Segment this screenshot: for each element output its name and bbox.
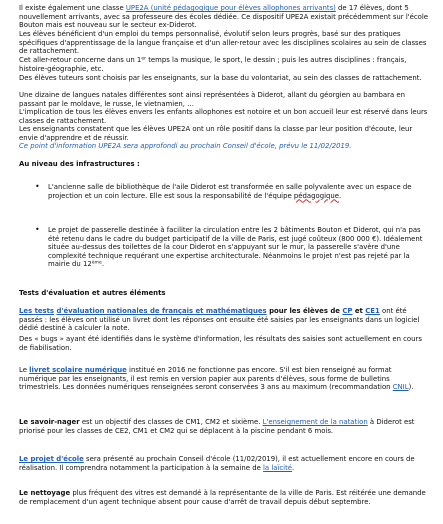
text: ). — [408, 383, 414, 392]
text: sera présenté au prochain Conseil d'école (11/02/2019), il est actuellement encore en cours de réalisation. Il comprendra notamment la participation à la semaine de — [19, 455, 415, 472]
text: Le nettoyage — [19, 489, 71, 497]
info-point-paragraph: Ce point d'information UPE2A sera approfondi au prochain Conseil d'école, prévu le 11/02/2019. — [19, 142, 352, 150]
text: . — [338, 191, 342, 200]
langues-paragraph: Une dizaine de langues natales différentes sont ainsi représentées à Diderot, allant du géorgien au bambara en passant par le moldave, le russe, le vietnamien, … — [19, 91, 405, 108]
infrastructures-heading: Au niveau des infrastructures : — [19, 160, 140, 168]
tests-paragraph — [19, 307, 431, 333]
text: . — [292, 463, 295, 472]
bugs-paragraph: Des « bugs » ayant été identifiés dans le système d'information, les résultats des saisies sont actuellement en cours de fiabilisation. — [19, 335, 422, 352]
projet-ecole-paragraph — [19, 455, 431, 472]
bullet-icon: • — [35, 225, 40, 234]
cnil-link[interactable]: CNIL — [392, 383, 409, 392]
livret-paragraph — [19, 366, 431, 392]
text: pour les élèves de — [266, 307, 343, 315]
nettoyage-paragraph — [19, 489, 431, 506]
superscript: ème — [91, 260, 102, 266]
evaluations-nationales-link[interactable]: d'évaluation nationales de français et mathématiques — [56, 307, 267, 315]
text: Cet aller-retour concerne dans un 1 — [19, 56, 142, 64]
tests-link[interactable]: Les tests — [19, 307, 55, 315]
livret-link[interactable]: livret scolaire numérique — [29, 366, 127, 374]
text: Il existe également une classe — [19, 4, 126, 12]
passerelle-bullet — [35, 225, 430, 269]
text: Le savoir-nager — [19, 418, 80, 426]
tests-heading: Tests d'évaluation et autres éléments — [19, 289, 166, 297]
bibliotheque-bullet — [35, 182, 430, 200]
upe2a-link[interactable]: UPE2A (unité pédagogique pour élèves allophones arrivants) — [125, 4, 336, 12]
superscript: er — [141, 56, 147, 62]
aller-retour-paragraph — [19, 56, 431, 73]
text: à Diderot est priorisé pour les classes de CE2, CM1 et CM2 qui se déplacent à la piscine pendant 6 mois. — [19, 418, 415, 435]
tuteurs-paragraph: Des élèves tuteurs sont choisis par les enseignants, sur la base du volontariat, au sein des classes de rattachement. — [19, 74, 422, 82]
laicite-link[interactable]: la laïcité — [263, 463, 293, 472]
text: institué en 2016 ne fonctionne pas encore. S'il est bien renseigné au format numérique par les enseignants, il est remis en version papier aux parents d'élèves, sous forme de bulletins trimestriels. Les données numériques renseignées seront conservées 3 ans au maximum (recommandation — [19, 366, 393, 392]
text: ont été passés : les élèves ont utilisé un livret dont les réponses ont ensuite été saisies par les enseignants dans un logiciel dédié destiné à calculer la note. — [19, 307, 420, 333]
spellcheck-word: pédagogique — [293, 191, 339, 200]
cp-link[interactable]: CP — [342, 307, 353, 315]
emploi-du-temps-paragraph: Les élèves bénéficient d'un emploi du temps personnalisé, évolutif selon leurs progrès, basé sur des pratiques spécifiques d'apprentissage de la langue française et d'un aller-retour avec les disciplines scolaires au sein de classes de rattachement. — [19, 30, 427, 56]
text: plus fréquent des vitres est demandé à la représentante de la ville de Paris. Est réitérée une demande de remplacement d'un agent technique absent pour cause d'arrêt de travail depuis début septembre. — [19, 489, 426, 506]
text: est un objectif des classes de CM1, CM2 et sixième. — [79, 418, 263, 426]
text: L'ancienne salle de bibliothèque de l'aile Diderot est transformée en salle polyvalente avec un espace de projection et un coin lecture. Elle est sous la responsabilité de l'équipe — [48, 183, 412, 200]
text: Le projet de passerelle destinée à faciliter la circulation entre les 2 bâtiments Bouton et Diderot, qui n'a pas été retenu dans le cadre du budget participatif de la ville de Paris, est jugé coûteux (800 000 €). Idéalement située au-dessus des toilettes de la cour Diderot en s'appuyant sur le mur, la passerelle s'avère d'une complexité technique requérant une expertise architecturale. Néanmoins le projet n'est pas rejeté par la mairie du 12 — [48, 226, 423, 269]
text: de 17 élèves, dont 5 nouvellement arrivants, avec sa professeure des écoles dédiée. Ce dispositif UPE2A existait précédemment sur l'école Bouton mais est nouveau sur le secteur ex-Diderot. — [19, 4, 429, 30]
enseignants-paragraph: Les enseignants constatent que les élèves UPE2A ont un rôle positif dans la classe par leur position d'écoute, leur envie d'apprendre et de réussir. — [19, 125, 413, 142]
text: et — [352, 307, 366, 315]
text: temps la musique, le sport, le dessin ; puis les autres disciplines : français, histoire-géographie, etc. — [19, 56, 407, 73]
upe2a-paragraph — [19, 4, 431, 30]
bullet-icon: • — [35, 182, 40, 191]
projet-ecole-link[interactable]: Le projet d'école — [19, 455, 84, 463]
savoir-nager-paragraph — [19, 418, 431, 435]
ce1-link[interactable]: CE1 — [365, 307, 380, 315]
natation-link[interactable]: L'enseignement de la natation — [262, 418, 368, 426]
implication-paragraph: L'implication de tous les élèves envers les enfants allophones est notoire et un bon accueil leur est réservé dans leurs classes de rattachement. — [19, 108, 428, 125]
text: . — [101, 260, 105, 269]
text: Le — [19, 366, 30, 374]
